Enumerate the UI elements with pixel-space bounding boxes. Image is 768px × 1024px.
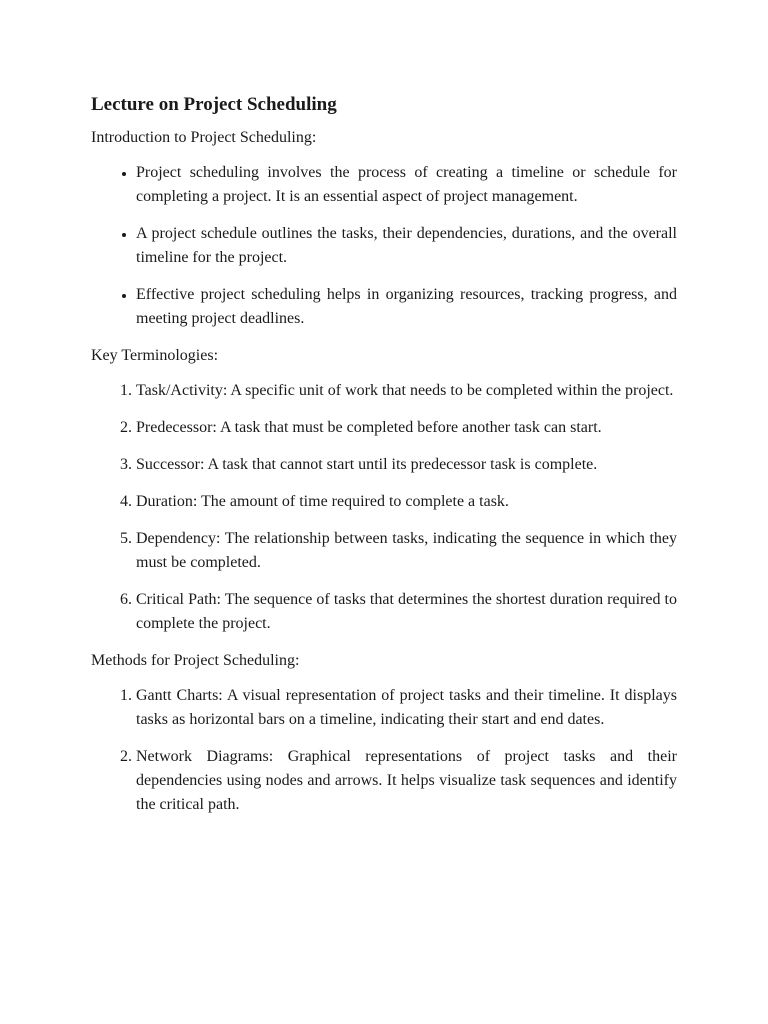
list-item: 1. Task/Activity: A specific unit of work that needs to be completed within the project. [136, 379, 677, 403]
list-item: • Project scheduling involves the process of creating a timeline or schedule for completing a project. It is an essential aspect of project management. [136, 161, 677, 209]
document-page [91, 92, 677, 830]
list-item: 2. Network Diagrams: Graphical representations of project tasks and their dependencies using nodes and arrows. It helps visualize task sequences and identify the critical path. [136, 745, 677, 817]
terminology-numbered-list [91, 379, 677, 636]
introduction-bullet-list [91, 161, 677, 331]
list-item: • A project schedule outlines the tasks, their dependencies, durations, and the overall timeline for the project. [136, 222, 677, 270]
list-item: 1. Gantt Charts: A visual representation of project tasks and their timeline. It displays tasks as horizontal bars on a timeline, indicating their start and end dates. [136, 684, 677, 732]
document-title: Lecture on Project Scheduling [91, 94, 337, 115]
methods-numbered-list [91, 684, 677, 817]
list-item: 2. Predecessor: A task that must be completed before another task can start. [136, 416, 677, 440]
section-heading-methods: Methods for Project Scheduling: [91, 652, 300, 669]
list-item: 4. Duration: The amount of time required to complete a task. [136, 490, 677, 514]
section-heading-introduction: Introduction to Project Scheduling: [91, 129, 317, 146]
list-item: • Effective project scheduling helps in organizing resources, tracking progress, and meeting project deadlines. [136, 283, 677, 331]
list-item: 3. Successor: A task that cannot start until its predecessor task is complete. [136, 453, 677, 477]
list-item: 5. Dependency: The relationship between tasks, indicating the sequence in which they must be completed. [136, 527, 677, 575]
list-item: 6. Critical Path: The sequence of tasks that determines the shortest duration required to complete the project. [136, 588, 677, 636]
section-heading-key-terminologies: Key Terminologies: [91, 347, 219, 364]
